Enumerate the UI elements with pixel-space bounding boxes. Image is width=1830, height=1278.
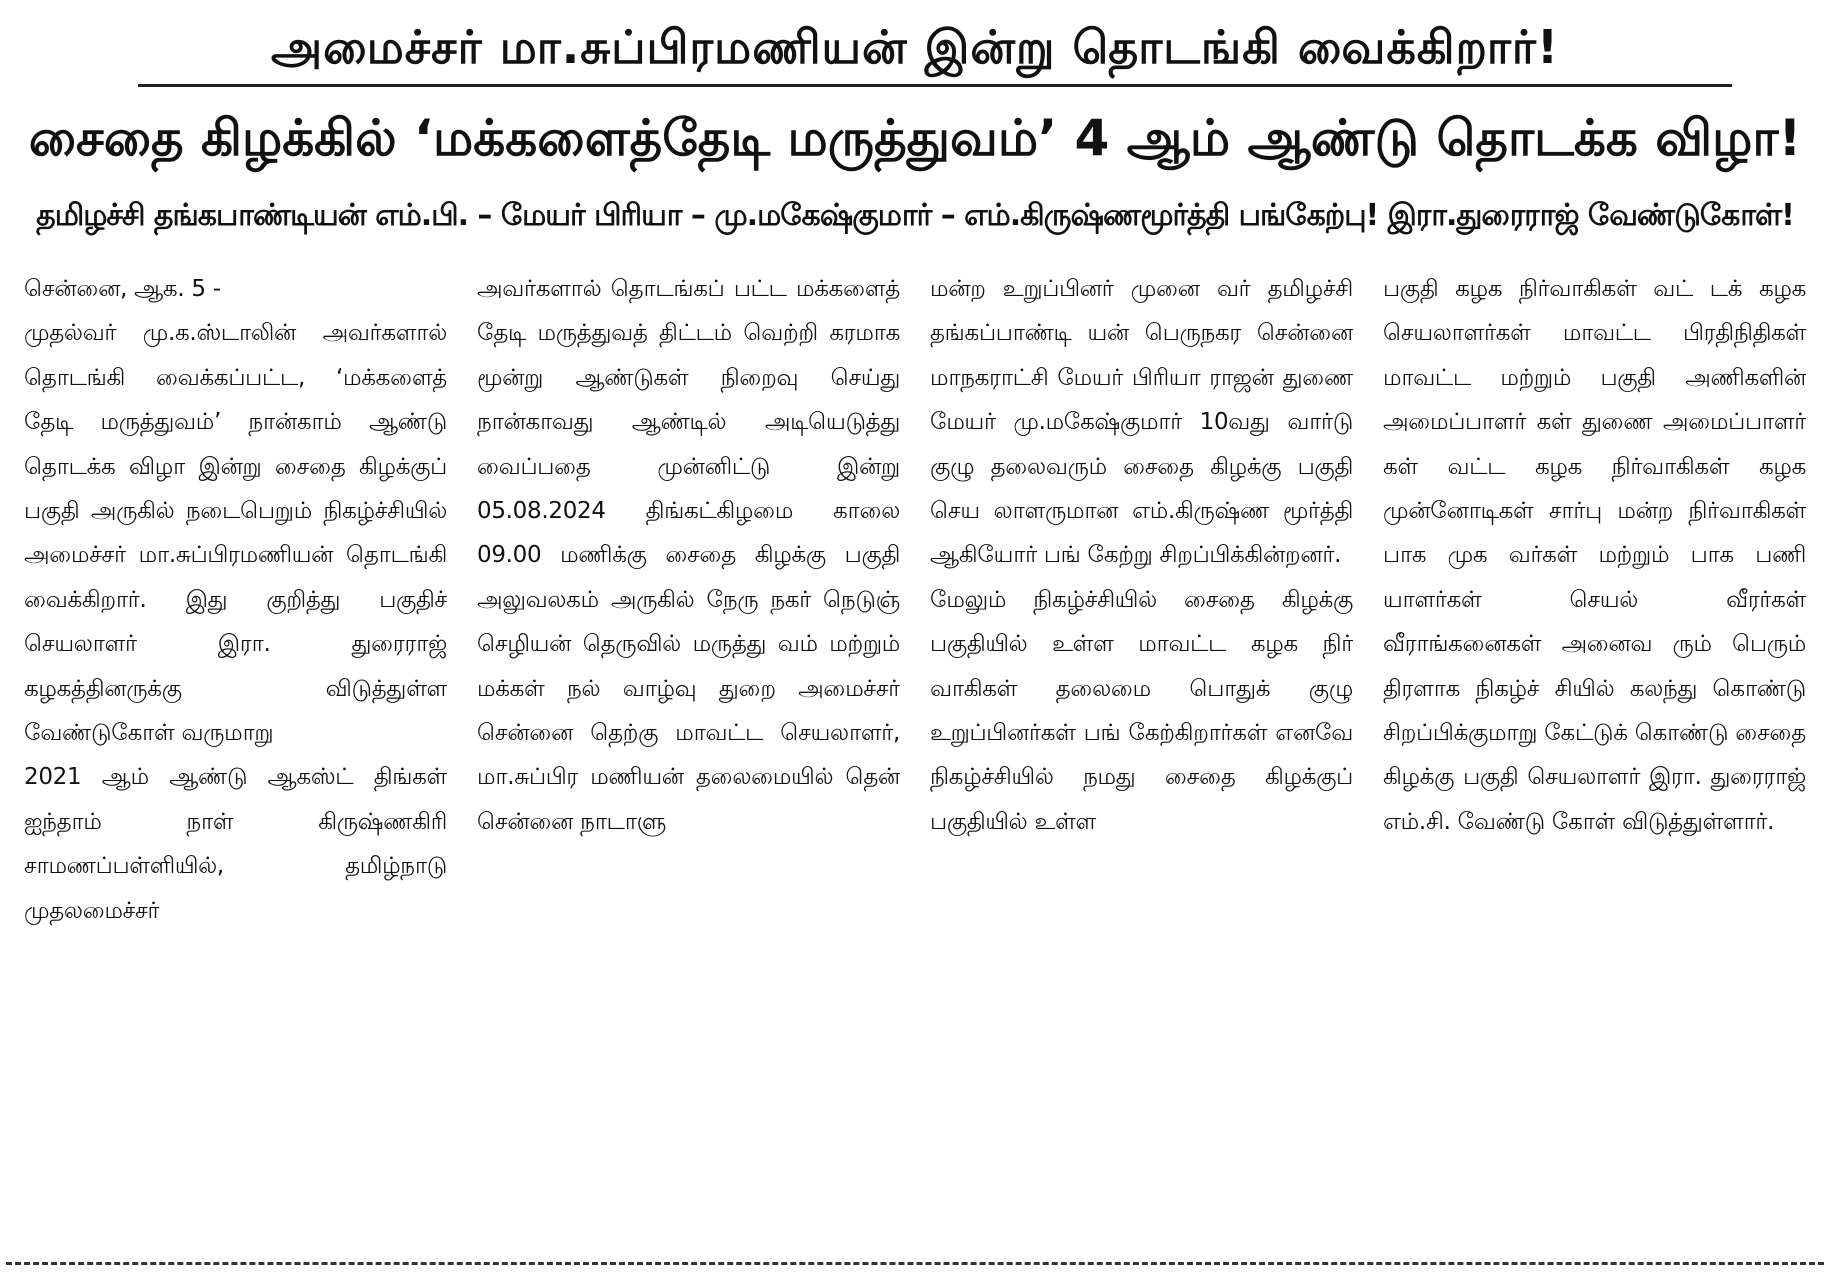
article-column-3: மன்ற உறுப்பினர் முனை வர் தமிழச்சி தங்கப்பாண்டி யன் பெருநகர சென்னை மாநகராட்சி மேயர் பிரியா ராஜன் துணை மேயர் மு.மகேஷ்குமார் 10வது வார்டு குழு தலைவரும் சைதை கிழக்கு பகுதி செய லாளருமான எம்.கிருஷ்ண மூர்த்தி ஆகியோர் பங் கேற்று சிறப்பிக்கின்றனர். மேலும் நிகழ்ச்சியில் சைதை கிழக்கு பகுதியில் உள்ள மாவட்ட கழக நிர் வாகிகள் தலைமை பொதுக் குழு உறுப்பினர்கள் பங் கேற்கிறார்கள் எனவே நிகழ்ச்சியில் நமது சைதை கிழக்குப் பகுதியில் உள்ள (930, 276, 1353, 835)
article-body (24, 267, 1806, 1155)
headline-divider (138, 84, 1732, 87)
article-column-1: சென்னை, ஆக. 5 - முதல்வர் மு.க.ஸ்டாலின் அவர்களால் தொடங்கி வைக்கப்பட்ட, ‘மக்களைத் தேடி மருத்துவம்’ நான்காம் ஆண்டு தொடக்க விழா இன்று சைதை கிழக்குப் பகுதி அருகில் நடைபெறும் நிகழ்ச்சியில் அமைச்சர் மா.சுப்பிரமணியன் தொடங்கி வைக்கிறார். இது குறித்து பகுதிச் செயலாளர் இரா. துரைராஜ் கழகத்தினருக்கு விடுத்துள்ள வேண்டுகோள் வருமாறு 2021 ஆம் ஆண்டு ஆகஸ்ட் திங்கள் ஐந்தாம் நாள் கிருஷ்ணகிரி சாமணப்பள்ளியில், தமிழ்நாடு முதலமைச்சர் (24, 276, 447, 924)
kicker-headline (18, 0, 1812, 74)
sub-headline-text: தமிழச்சி தங்கபாண்டியன் எம்.பி. – மேயர் பிரியா – மு.மகேஷ்குமார் – எம்.கிருஷ்ணமூர்த்தி பங்கேற்பு! இரா.துரைராஜ் வேண்டுகோள்! (36, 198, 1794, 233)
sub-headline (18, 198, 1812, 233)
main-headline-text: சைதை கிழக்கில் ‘மக்களைத்தேடி மருத்துவம்’ 4 ஆம் ஆண்டு தொடக்க விழா! (28, 109, 1802, 167)
kicker-headline-text: அமைச்சர் மா.சுப்பிரமணியன் இன்று தொடங்கி வைக்கிறார்! (271, 20, 1559, 74)
article-column-2: அவர்களால் தொடங்கப் பட்ட மக்களைத் தேடி மருத்துவத் திட்டம் வெற்றி கரமாக மூன்று ஆண்டுகள் நிறைவு செய்து நான்காவது ஆண்டில் அடியெடுத்து வைப்பதை முன்னிட்டு இன்று 05.08.2024 திங்கட்கிழமை காலை 09.00 மணிக்கு சைதை கிழக்கு பகுதி அலுவலகம் அருகில் நேரு நகர் நெடுஞ் செழியன் தெருவில் மருத்து வம் மற்றும் மக்கள் நல் வாழ்வு துறை அமைச்சர் சென்னை தெற்கு மாவட்ட செயலாளர், மா.சுப்பிர மணியன் தலைமையில் தென் சென்னை நாடாளு (477, 276, 900, 835)
bottom-dashed-divider (6, 1262, 1824, 1265)
article-column-4: பகுதி கழக நிர்வாகிகள் வட் டக் கழக செயலாளர்கள் மாவட்ட பிரதிநிதிகள் மாவட்ட மற்றும் பகுதி அணிகளின் அமைப்பாளர் கள் துணை அமைப்பாளர் கள் வட்ட கழக நிர்வாகிகள் கழக முன்னோடிகள் சார்பு மன்ற நிர்வாகிகள் பாக முக வர்கள் மற்றும் பாக பணி யாளர்கள் செயல் வீரர்கள் வீராங்கனைகள் அனைவ ரும் பெரும் திரளாக நிகழ்ச் சியில் கலந்து கொண்டு சிறப்பிக்குமாறு கேட்டுக் கொண்டு சைதை கிழக்கு பகுதி செயலாளர் இரா. துரைராஜ் எம்.சி. வேண்டு கோள் விடுத்துள்ளார். (1383, 276, 1806, 835)
main-headline (18, 109, 1812, 167)
